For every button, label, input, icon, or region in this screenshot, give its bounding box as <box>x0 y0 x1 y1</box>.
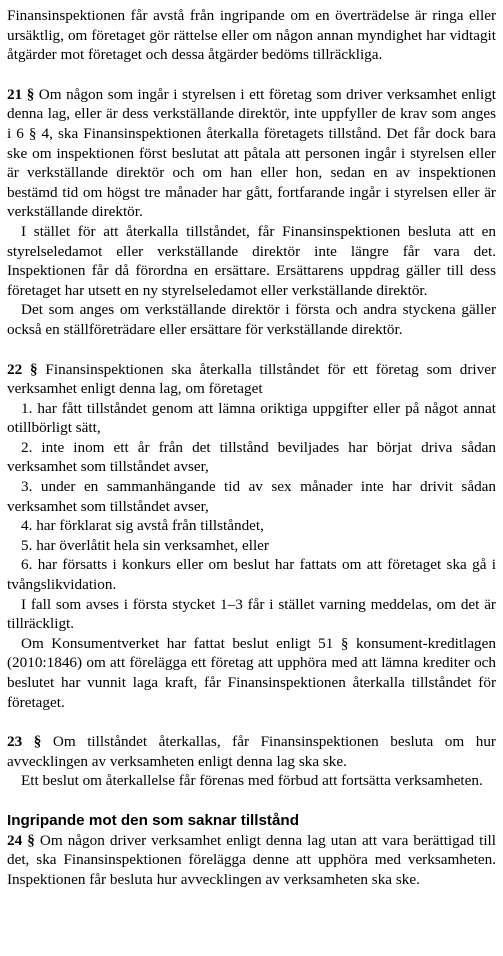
section-22-number: 22 § <box>7 360 38 378</box>
section-22-paragraph-3: Om Konsumentverket har fattat beslut enligt 51 § konsument-kreditlagen (2010:1846) om att förelägga ett företag att upphöra med att lämna krediter och beslutet har vunnit laga kraft, får Finansinspektionen återkalla tillståndet för företaget. <box>7 634 496 711</box>
section-21-text: Om någon som ingår i styrelsen i ett företag som driver verksamhet enligt denna lag, eller är dess verkställande direktör, inte uppfyller de krav som anges i 6 § 4, ska Finansinspektionen återkalla företagets tillstånd. Det får dock bara ske om inspektionen först beslutat att påtala att personen ingår i styrelsen eller är verkställande direktör och om han eller hon, sedan en av inspektionen bestämd tid om högst tre månader har gått, fortfarande ingår i styrelsen eller är verkställande direktör. <box>7 85 497 221</box>
list-item: 3. under en sammanhängande tid av sex månader inte har drivit sådan verksamhet som tillståndet avser, <box>7 478 496 515</box>
list-item: 1. har fått tillståndet genom att lämna oriktiga uppgifter eller på något annat otillbörligt sätt, <box>7 399 496 437</box>
section-21-number: 21 § <box>7 85 35 103</box>
section-23-paragraph-2: Ett beslut om återkallelse får förenas med förbud att fortsätta verksamheten. <box>21 772 483 790</box>
section-22-paragraph-2: I fall som avses i första stycket 1–3 får i stället varning meddelas, om det är tillräckligt. <box>7 595 496 633</box>
section-23-paragraph <box>7 732 496 771</box>
section-22-paragraph <box>7 360 496 399</box>
section-24-text: Om någon driver verksamhet enligt denna lag utan att vara berättigad till det, ska Finansinspektionen förelägga denne att upphöra med verksamheten. Inspektionen får besluta hur avvecklingen av verksamheten ska ske. <box>7 831 496 888</box>
intro-paragraph: Finansinspektionen får avstå från ingripande om en överträdelse är ringa eller ursäktlig, om företaget gör rättelse eller om någon annan myndighet har vidtagit åtgärder mot företaget och dessa åtgärder bedöms tillräckliga. <box>7 7 496 64</box>
section-21-paragraph <box>7 85 496 222</box>
section-24-paragraph <box>7 831 496 890</box>
list-item: 6. har försatts i konkurs eller om beslut har fattats om att företaget ska gå i tvångslikvidation. <box>7 556 496 594</box>
section-heading: Ingripande mot den som saknar tillstånd <box>7 811 299 829</box>
section-21-paragraph-3: Det som anges om verkställande direktör i första och andra styckena gäller också en ställföreträdare eller ersättare för verkställande direktör. <box>7 301 496 338</box>
list-item: 2. inte inom ett år från det tillstånd beviljades har börjat driva sådan verksamhet som tillståndet avser, <box>7 438 496 476</box>
section-23-number: 23 § <box>7 733 42 751</box>
section-21-paragraph-2: I stället för att återkalla tillståndet, får Finansinspektionen besluta att en styrelseledamot eller verkställande direktör inte längre får vara det. Inspektionen får då förordna en ersättare. Ersättarens uppdrag gäller till dess företaget har utsett en ny styrelseledamot eller verkställande direktör. <box>7 222 496 299</box>
section-23-text: Om tillståndet återkallas, får Finansinspektionen besluta om hur avvecklingen av verksamheten enligt denna lag ska ske. <box>7 733 496 770</box>
section-22-text: Finansinspektionen ska återkalla tillståndet för ett företag som driver verksamhet enligt denna lag, om företaget <box>7 360 497 398</box>
section-24-number: 24 § <box>7 831 35 849</box>
list-item: 5. har överlåtit hela sin verksamhet, eller <box>21 536 269 554</box>
list-item: 4. har förklarat sig avstå från tillståndet, <box>21 517 264 535</box>
